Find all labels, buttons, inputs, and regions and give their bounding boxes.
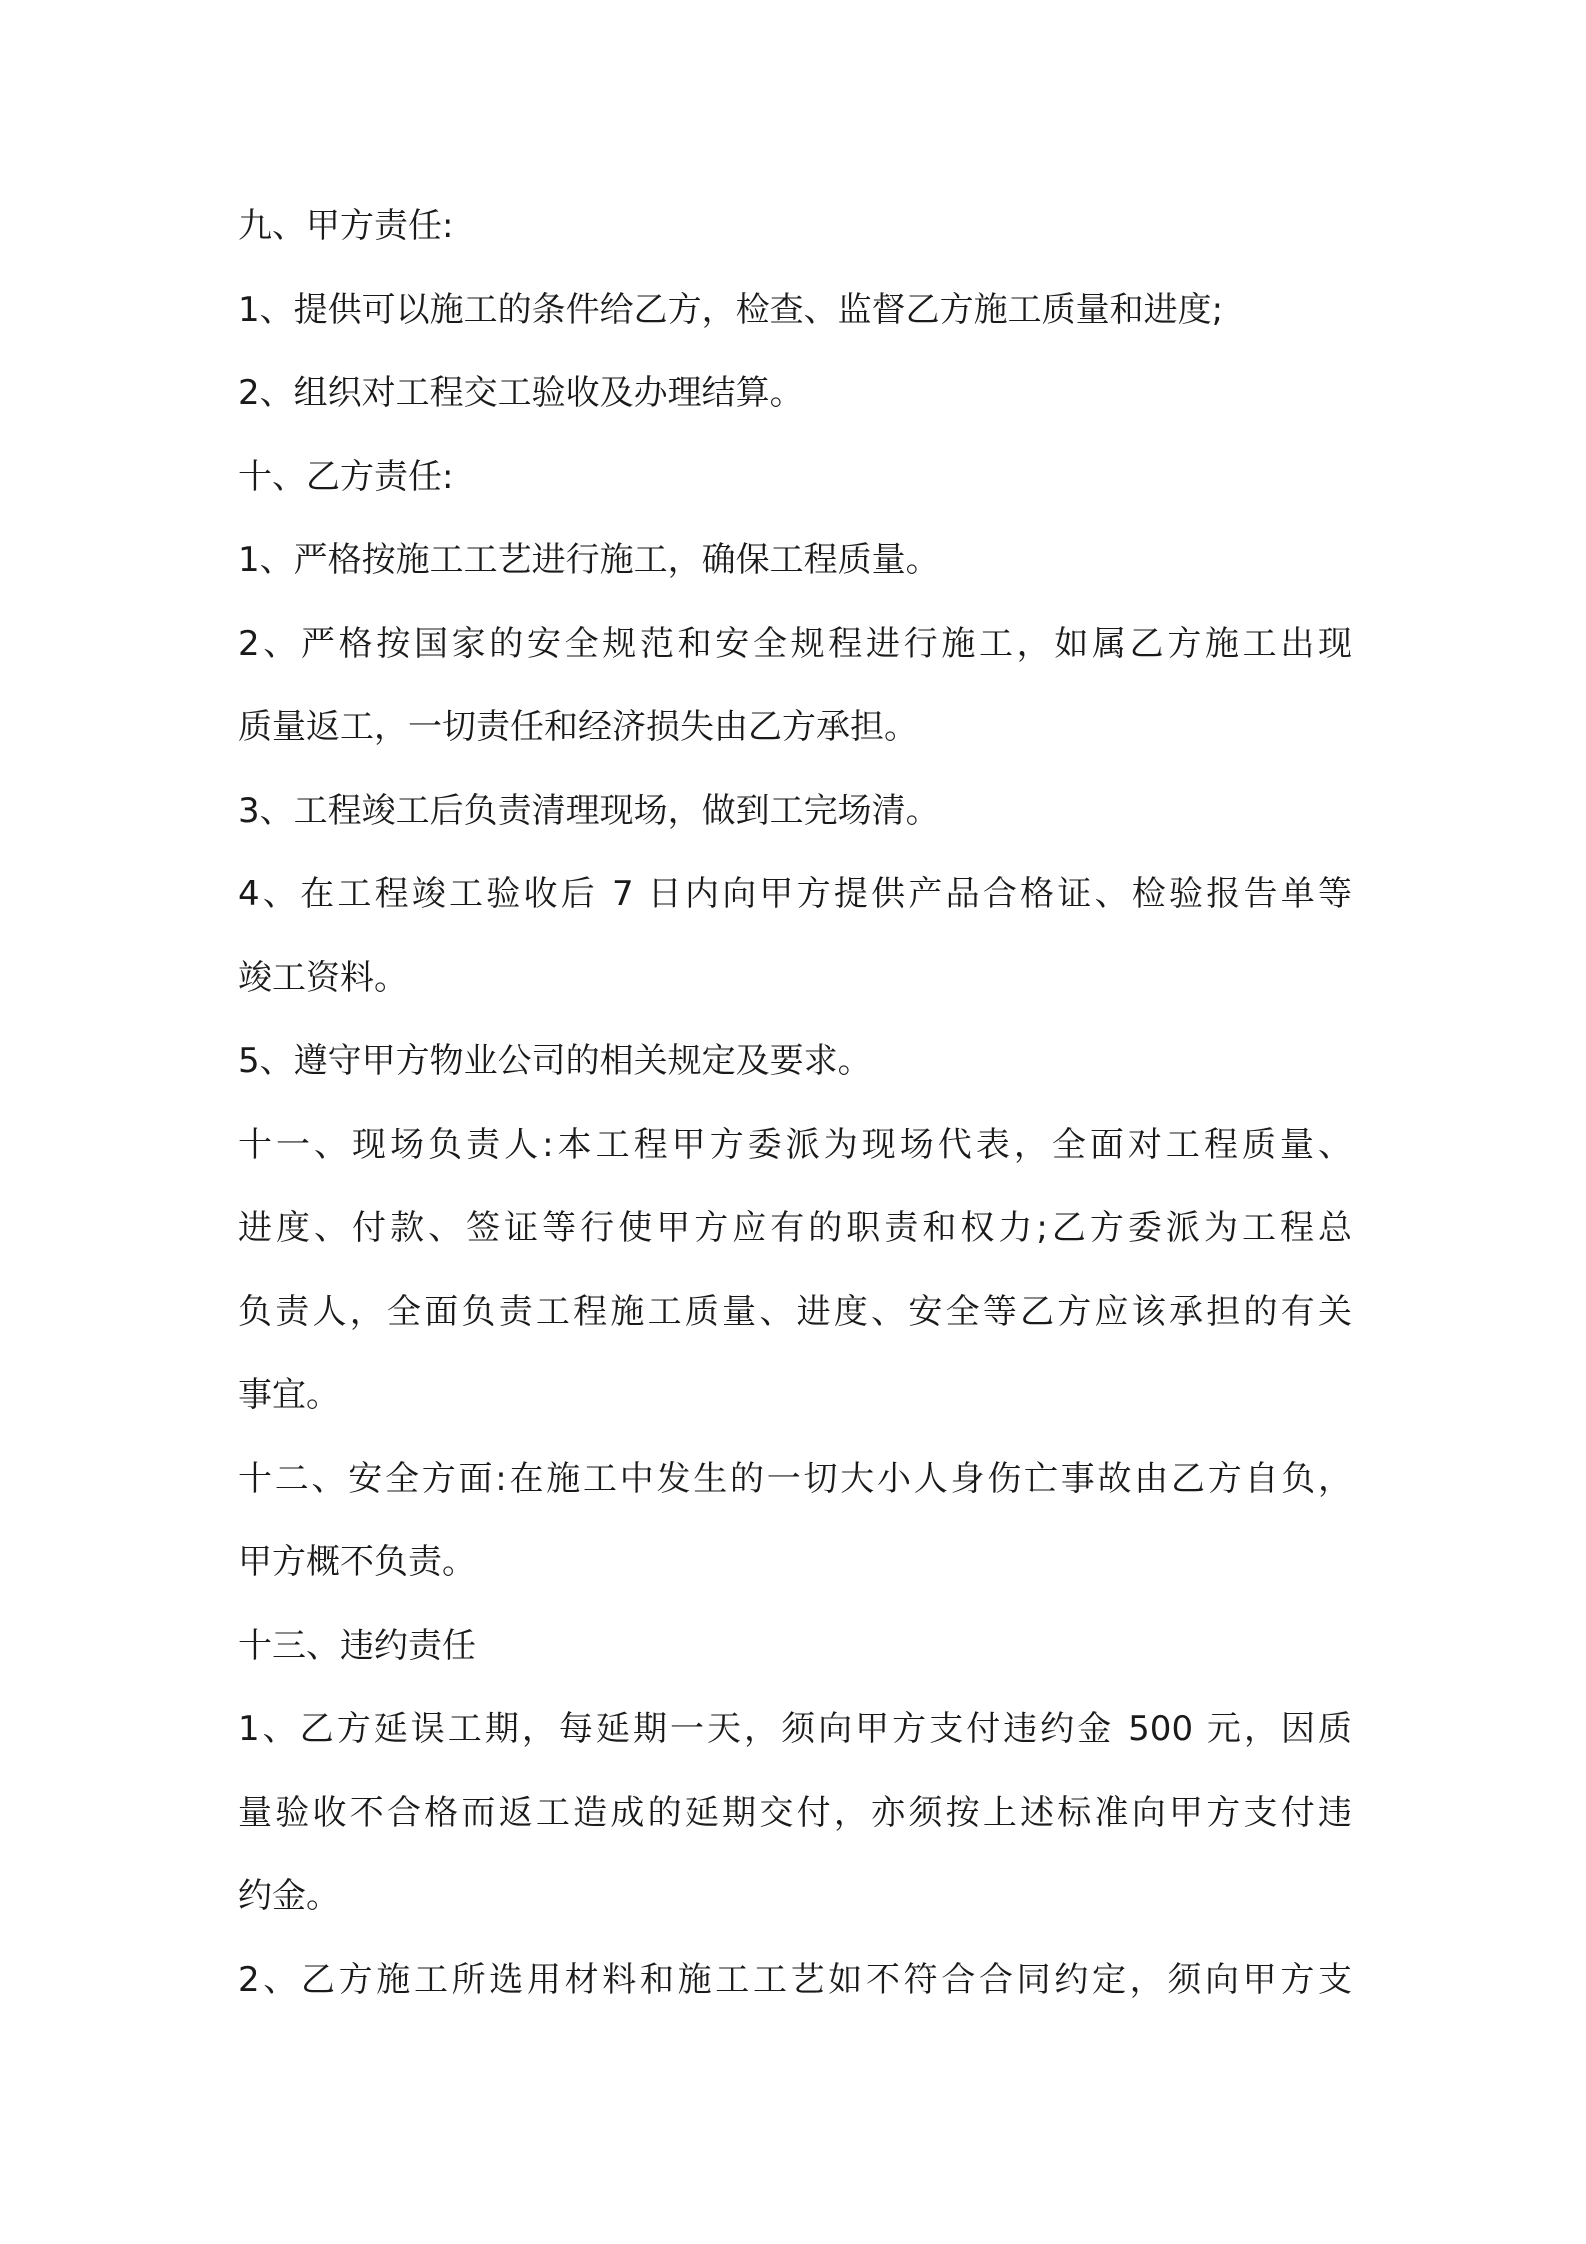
heading-site-supervisor: 十一、现场负责人:本工程甲方委派为现场代表，全面对工程质量、: [238, 1124, 1352, 1165]
paragraph-line: 竣工资料。: [238, 957, 408, 998]
paragraph-line: 约金。: [238, 1876, 340, 1916]
heading-safety: 十二、安全方面:在施工中发生的一切大小人身伤亡事故由乙方自负，: [238, 1458, 1352, 1499]
paragraph-line: 进度、付款、签证等行使甲方应有的职责和权力;乙方委派为工程总: [238, 1208, 1352, 1248]
paragraph-line: 3、工程竣工后负责清理现场，做到工完场清。: [238, 790, 940, 831]
paragraph-line: 4、在工程竣工验收后 7 日内向甲方提供产品合格证、检验报告单等: [238, 874, 1352, 914]
paragraph-line: 2、严格按国家的安全规范和安全规程进行施工，如属乙方施工出现: [238, 623, 1352, 664]
paragraph-line: 负责人，全面负责工程施工质量、进度、安全等乙方应该承担的有关: [238, 1291, 1352, 1332]
heading-party-a-responsibilities: 九、甲方责任:: [238, 206, 454, 246]
heading-party-b-responsibilities: 十、乙方责任:: [238, 456, 454, 497]
heading-breach-liability: 十三、违约责任: [238, 1625, 476, 1666]
document-body: [238, 196, 1358, 2033]
paragraph-line: 1、乙方延误工期，每延期一天，须向甲方支付违约金 500 元，因质: [238, 1709, 1352, 1749]
paragraph-line: 5、遵守甲方物业公司的相关规定及要求。: [238, 1041, 872, 1081]
paragraph-line: 质量返工，一切责任和经济损失由乙方承担。: [238, 707, 918, 747]
paragraph-line: 量验收不合格而返工造成的延期交付，亦须按上述标准向甲方支付违: [238, 1792, 1352, 1833]
paragraph-line: 2、组织对工程交工验收及办理结算。: [238, 373, 804, 413]
paragraph-line: 1、严格按施工工艺进行施工，确保工程质量。: [238, 540, 940, 580]
paragraph-line: 事宜。: [238, 1375, 340, 1415]
paragraph-line: 甲方概不负责。: [238, 1542, 476, 1582]
paragraph-line: 1、提供可以施工的条件给乙方，检查、监督乙方施工质量和进度;: [238, 289, 1224, 330]
paragraph-line: 2、乙方施工所选用材料和施工工艺如不符合合同约定，须向甲方支: [238, 1959, 1352, 2000]
